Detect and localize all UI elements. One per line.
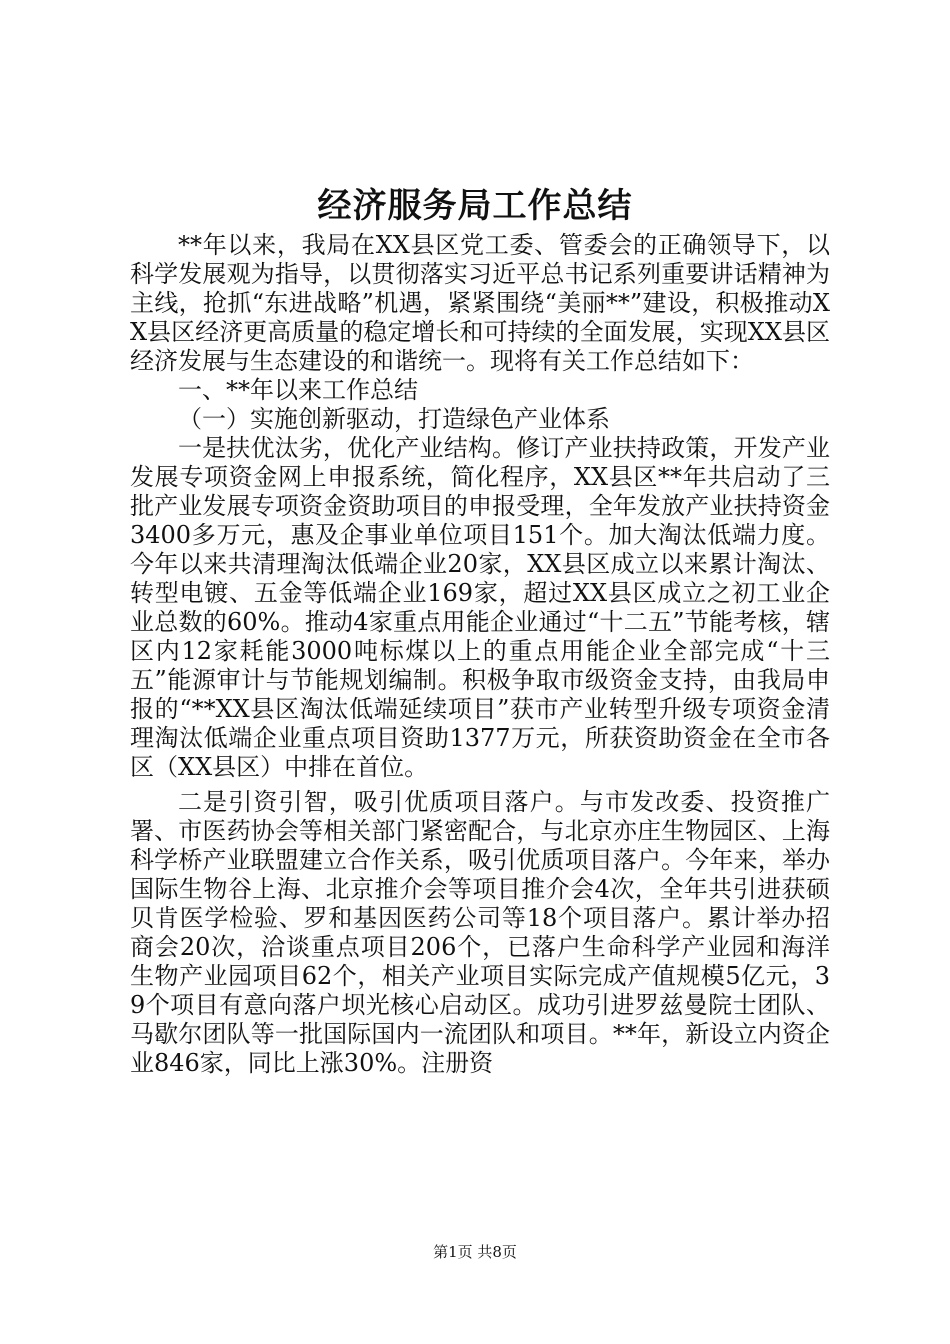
intro-paragraph: **年以来，我局在XX县区党工委、管委会的正确领导下，以科学发展观为指导，以贯彻落实习近平总书记系列重要讲话精神为主线，抢抓“东进战略”机遇，紧紧围绕“美丽**”建设，积极推动XX县区经济更高质量的稳定增长和可持续的全面发展，实现XX县区经济发展与生态建设的和谐统一。现将有关工作总结如下： (130, 231, 830, 375)
page-number-footer: 第1页 共8页 (433, 1243, 517, 1261)
subsection-heading: （一）实施创新驱动，打造绿色产业体系 (178, 405, 610, 433)
body-paragraph-industry: 一是扶优汰劣，优化产业结构。修订产业扶持政策，开发产业发展专项资金网上申报系统，简化程序，XX县区**年共启动了三批产业发展专项资金资助项目的申报受理，全年发放产业扶持资金3400多万元，惠及企事业单位项目151个。加大淘汰低端力度。今年以来共清理淘汰低端企业20家，XX县区成立以来累计淘汰、转型电镀、五金等低端企业169家，超过XX县区成立之初工业企业总数的60%。推动4家重点用能企业通过“十二五”节能考核，辖区内12家耗能3000吨标煤以上的重点用能企业全部完成“十三五”能源审计与节能规划编制。积极争取市级资金支持，由我局申报的“**XX县区淘汰低端延续项目”获市产业转型升级专项资金清理淘汰低端企业重点项目资助1377万元，所获资助资金在全市各区（XX县区）中排在首位。 (130, 434, 830, 781)
section-heading: 一、**年以来工作总结 (178, 376, 418, 404)
document-body (130, 231, 830, 1078)
document-title: 经济服务局工作总结 (317, 186, 633, 226)
body-paragraph-investment: 二是引资引智，吸引优质项目落户。与市发改委、投资推广署、市医药协会等相关部门紧密配合，与北京亦庄生物园区、上海科学桥产业联盟建立合作关系，吸引优质项目落户。今年来，举办国际生物谷上海、北京推介会等项目推介会4次，全年共引进获硕贝肯医学检验、罗和基因医药公司等18个项目落户。累计举办招商会20次，洽谈重点项目206个，已落户生命科学产业园和海洋生物产业园项目62个，相关产业项目实际完成产值规模5亿元，39个项目有意向落户坝光核心启动区。成功引进罗兹曼院士团队、马歇尔团队等一批国际国内一流团队和项目。**年，新设立内资企业846家，同比上涨30%。注册资 (130, 788, 830, 1077)
